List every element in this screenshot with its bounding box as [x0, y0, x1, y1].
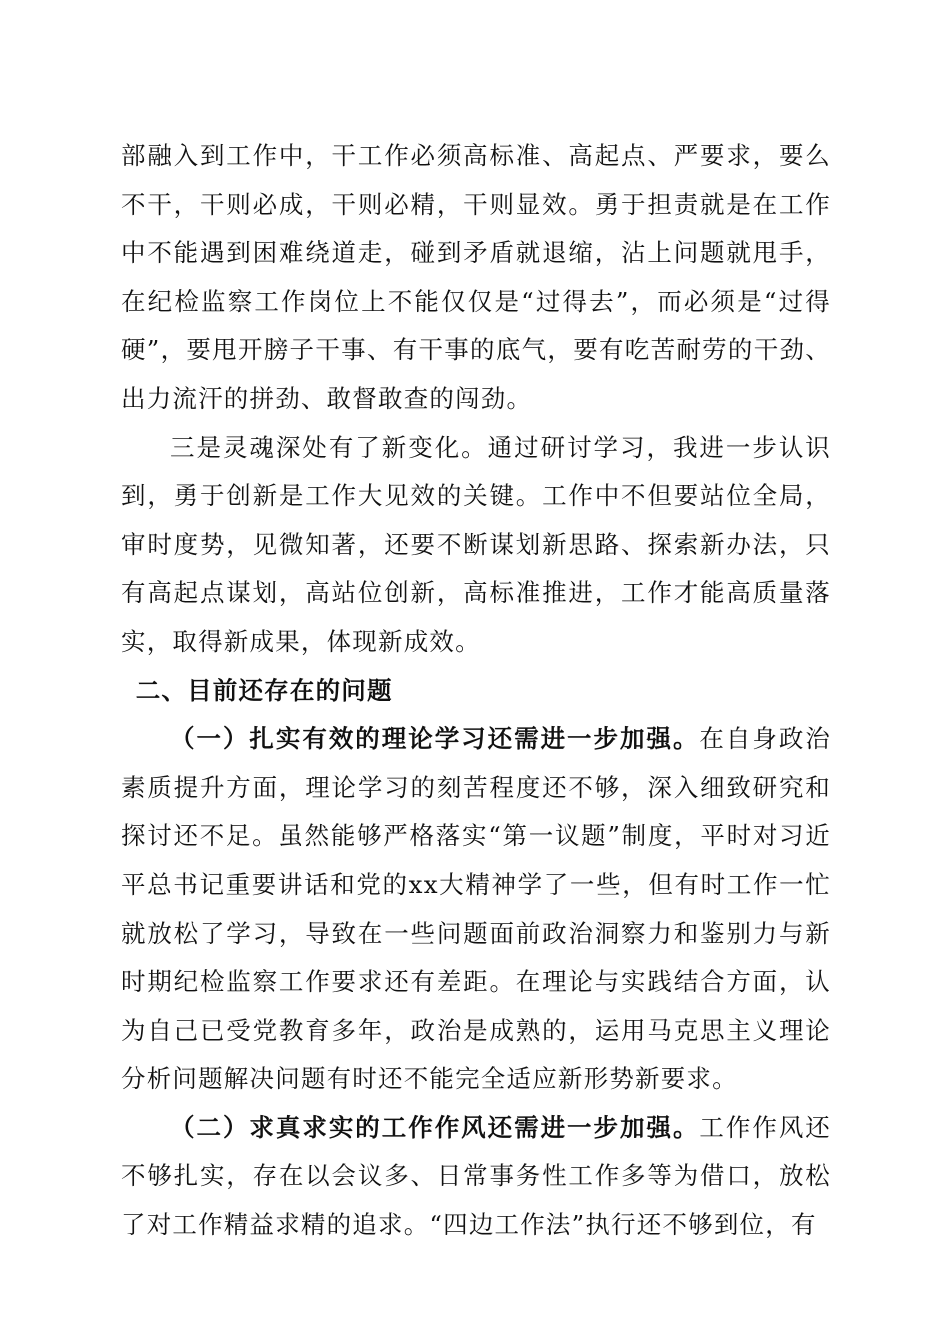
- paragraph-third-point: [121, 424, 831, 667]
- problem-lead: （二）求真求实的工作作风还需进一步加强。: [170, 1112, 700, 1142]
- document-body: [121, 132, 831, 1250]
- problem-lead: （一）扎实有效的理论学习还需进一步加强。: [170, 724, 700, 754]
- problem-item-2: [121, 1104, 831, 1250]
- section-heading: 二、目前还存在的问题: [135, 675, 393, 705]
- problem-text: 工作作风还不够扎实，存在以会议多、日常事务性工作多等为借口，放松了对工作精益求精的追求。“四边工作法”执行还不够到位，有: [121, 1112, 832, 1240]
- paragraph-text: 通过研讨学习，我进一步认识到，勇于创新是工作大见效的关键。工作中不但要站位全局，审时度势，见微知著，还要不断谋划新思路、探索新办法，只有高起点谋划，高站位创新，高标准推进，工作才能高质量落实，取得新成果，体现新成效。: [121, 432, 831, 656]
- paragraph-text: 部融入到工作中，干工作必须高标准、高起点、严要求，要么不干，干则必成，干则必精，干则显效。勇于担责就是在工作中不能遇到困难绕道走，碰到矛盾就退缩，沾上问题就甩手，在纪检监察工作岗位上不能仅仅是“过得去”，而必须是“过得硬”，要甩开膀子干事、有干事的底气，要有吃苦耐劳的干劲、出力流汗的拼劲、敢督敢查的闯劲。: [121, 141, 831, 413]
- problem-item-1: [121, 715, 831, 1104]
- paragraph-continuation: [121, 132, 831, 424]
- problem-text: 在自身政治素质提升方面，理论学习的刻苦程度还不够，深入细致研究和探讨还不足。虽然能够严格落实“第一议题”制度，平时对习近平总书记重要讲话和党的xx大精神学了一些，但有时工作一忙就放松了学习，导致在一些问题面前政治洞察力和鉴别力与新时期纪检监察工作要求还有差距。在理论与实践结合方面，认为自己已受党教育多年，政治是成熟的，运用马克思主义理论分析问题解决问题有时还不能完全适应新形势新要求。: [121, 724, 832, 1094]
- paragraph-lead: 三是灵魂深处有了新变化。: [170, 432, 488, 462]
